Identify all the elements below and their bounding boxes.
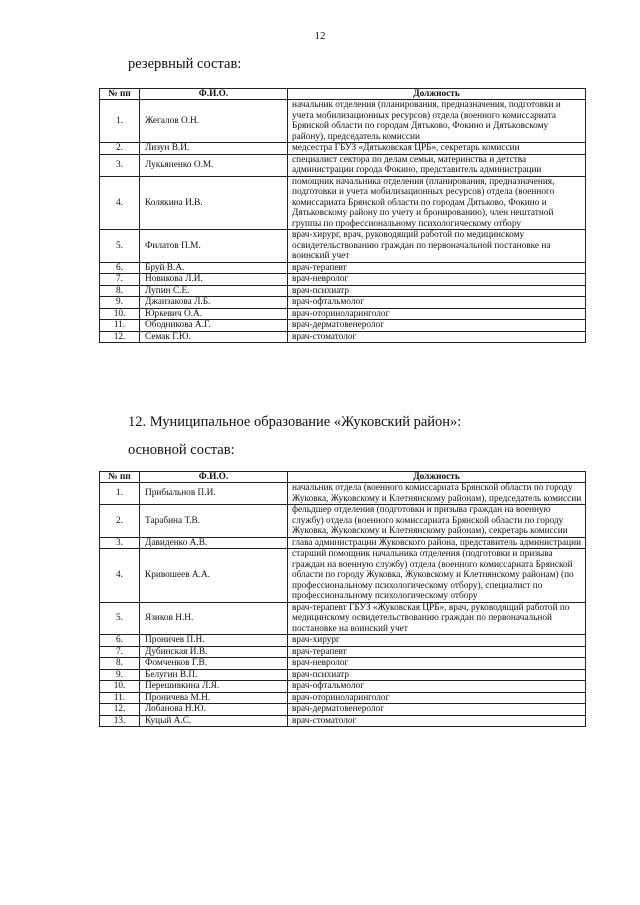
table-row (100, 262, 586, 274)
member-name: Дубинская И.В. (140, 646, 288, 658)
table-row (100, 715, 586, 727)
header-full-name: Ф.И.О. (140, 89, 288, 100)
row-number: 13. (100, 715, 140, 727)
row-number: 10. (100, 681, 140, 693)
municipality-title: 12. Муниципальное образование «Жуковский район»: (128, 414, 462, 430)
row-number: 2. (100, 505, 140, 538)
member-name: Проничева М.Н. (140, 692, 288, 704)
table-row (100, 537, 586, 549)
main-composition-table (99, 471, 586, 727)
header-full-name: Ф.И.О. (140, 472, 288, 483)
member-name: Язиков Н.Н. (140, 602, 288, 635)
member-name: Колякина И.В. (140, 176, 288, 230)
table-row (100, 320, 586, 332)
member-position: врач-терапевт ГБУЗ «Жуковская ЦРБ», врач, руководящий работой по медицинскому освидетельствованию граждан по первоначальной постановке на воинский учет (288, 602, 586, 635)
header-position: Должность (288, 89, 586, 100)
table-row (100, 669, 586, 681)
member-position: старший помощник начальника отделения (подготовки и призыва граждан на военную службу) отдела (военного комиссариата Брянской области по городу Жуковка, Жуковскому и Клетнянскому районам) (по профессиональному психологическому отбору), специалист по профессиональному психологическому отбору (288, 549, 586, 603)
member-name: Ободникова А.Г. (140, 320, 288, 332)
table-row (100, 658, 586, 670)
table-row (100, 602, 586, 635)
row-number: 7. (100, 274, 140, 286)
member-name: Кривошеев А.А. (140, 549, 288, 603)
member-position: врач-хирург (288, 635, 586, 647)
member-position: медсестра ГБУЗ «Дятьковская ЦРБ», секретарь комиссии (288, 143, 586, 155)
member-position: специалист сектора по делам семьи, материнства и детства администрации города Фокино, представитель администрации (288, 154, 586, 176)
member-name: Лобанова Н.Ю. (140, 704, 288, 716)
member-position: врач-офтальмолог (288, 681, 586, 693)
header-position: Должность (288, 472, 586, 483)
table-row (100, 285, 586, 297)
table-row (100, 692, 586, 704)
member-name: Новикова Л.И. (140, 274, 288, 286)
member-position: врач-психиатр (288, 669, 586, 681)
member-position: помощник начальника отделения (планирования, предназначения, подготовки и учета мобилизационных ресурсов) отдела (военного комиссариата Брянской области по городам Дятьково, Фокино и Дятьковскому району по учету и бронированию), член нештатной группы по профессиональному психологическому отбору (288, 176, 586, 230)
table-row (100, 100, 586, 143)
page-number: 12 (314, 30, 326, 42)
member-position: врач-терапевт (288, 646, 586, 658)
table-row (100, 505, 586, 538)
row-number: 2. (100, 143, 140, 155)
member-name: Давиденко А.В. (140, 537, 288, 549)
member-name: Прибыльнов П.И. (140, 483, 288, 505)
table-row (100, 646, 586, 658)
row-number: 1. (100, 483, 140, 505)
reserve-composition-table (99, 88, 586, 343)
table-row (100, 297, 586, 309)
member-position: врач-невролог (288, 658, 586, 670)
row-number: 4. (100, 549, 140, 603)
member-name: Перешивкина Л.Я. (140, 681, 288, 693)
row-number: 6. (100, 635, 140, 647)
row-number: 10. (100, 308, 140, 320)
row-number: 3. (100, 537, 140, 549)
row-number: 12. (100, 704, 140, 716)
row-number: 9. (100, 297, 140, 309)
member-position: фельдшер отделения (подготовки и призыва граждан на военную службу) отдела (военного комиссариата Брянской области по городу Жуковка, Жуковскому и Клетнянскому районам), секретарь комиссии (288, 505, 586, 538)
table-row (100, 154, 586, 176)
member-position: врач-терапевт (288, 262, 586, 274)
member-position: глава администрации Жуковского района, представитель администрации (288, 537, 586, 549)
member-position: врач-стоматолог (288, 715, 586, 727)
member-name: Лукьяненко О.М. (140, 154, 288, 176)
table-row (100, 549, 586, 603)
row-number: 12. (100, 331, 140, 343)
table-header-row (100, 89, 586, 100)
row-number: 11. (100, 320, 140, 332)
member-name: Юркевич О.А. (140, 308, 288, 320)
member-position: врач-стоматолог (288, 331, 586, 343)
member-name: Проничев П.Н. (140, 635, 288, 647)
table-row (100, 274, 586, 286)
member-position: врач-офтальмолог (288, 297, 586, 309)
member-position: начальник отдела (военного комиссариата Брянской области по городу Жуковка, Жуковскому и Клетнянскому районам), председатель комиссии (288, 483, 586, 505)
row-number: 9. (100, 669, 140, 681)
table-row (100, 308, 586, 320)
table-row (100, 704, 586, 716)
table-row (100, 635, 586, 647)
member-position: врач-хирург, врач, руководящий работой по медицинскому освидетельствованию граждан по первоначальной постановке на воинский учет (288, 230, 586, 263)
row-number: 5. (100, 230, 140, 263)
table-row (100, 143, 586, 155)
row-number: 8. (100, 285, 140, 297)
member-position: врач-оториноларинголог (288, 692, 586, 704)
member-name: Куцый А.С. (140, 715, 288, 727)
member-position: врач-психиатр (288, 285, 586, 297)
member-name: Фомченков Г.В. (140, 658, 288, 670)
row-number: 6. (100, 262, 140, 274)
member-name: Тарабина Т.В. (140, 505, 288, 538)
member-name: Филатов П.М. (140, 230, 288, 263)
row-number: 4. (100, 176, 140, 230)
reserve-composition-subtitle: резервный состав: (128, 56, 242, 72)
member-position: врач-невролог (288, 274, 586, 286)
table-header-row (100, 472, 586, 483)
member-position: начальник отделения (планирования, предназначения, подготовки и учета мобилизационных ресурсов) отдела (военного комиссариата Брянской области по городам Дятьково, Фокино и Дятьковскому району), председатель комиссии (288, 100, 586, 143)
main-composition-subtitle: основной состав: (128, 442, 235, 458)
row-number: 8. (100, 658, 140, 670)
row-number: 3. (100, 154, 140, 176)
member-position: врач-дерматовенеролог (288, 704, 586, 716)
row-number: 11. (100, 692, 140, 704)
table-row (100, 230, 586, 263)
header-number: № пп (100, 472, 140, 483)
table-row (100, 681, 586, 693)
row-number: 1. (100, 100, 140, 143)
member-name: Лизун В.И. (140, 143, 288, 155)
row-number: 5. (100, 602, 140, 635)
table-row (100, 176, 586, 230)
row-number: 7. (100, 646, 140, 658)
member-name: Джанзакова Л.Б. (140, 297, 288, 309)
member-name: Бруй В.А. (140, 262, 288, 274)
member-name: Жегалов О.Н. (140, 100, 288, 143)
header-number: № пп (100, 89, 140, 100)
table-row (100, 331, 586, 343)
member-position: врач-оториноларинголог (288, 308, 586, 320)
member-name: Лупин С.Е. (140, 285, 288, 297)
member-position: врач-дерматовенеролог (288, 320, 586, 332)
member-name: Белугин В.П. (140, 669, 288, 681)
member-name: Семак Г.Ю. (140, 331, 288, 343)
table-row (100, 483, 586, 505)
